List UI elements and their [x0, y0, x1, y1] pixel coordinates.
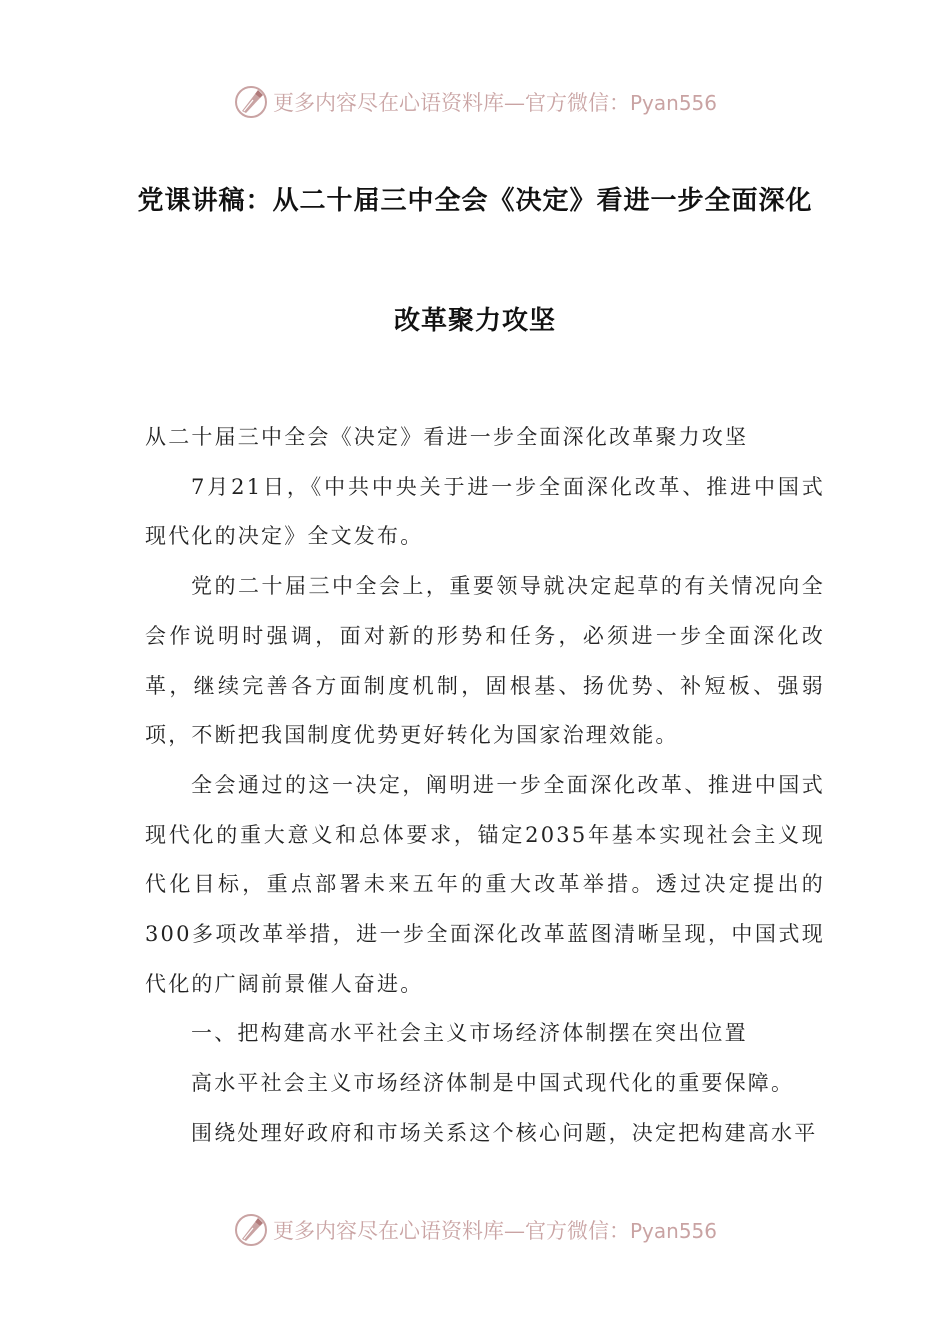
body-paragraph: 围绕处理好政府和市场关系这个核心问题，决定把构建高水平: [191, 1120, 818, 1145]
document-body: [145, 413, 825, 1159]
pen-nib-icon: [233, 84, 269, 120]
watermark-handle: Pyan556: [629, 91, 717, 115]
pen-nib-icon: [233, 1212, 269, 1248]
document-title-line-1: 党课讲稿：从二十届三中全会《决定》看进一步全面深化: [137, 186, 813, 216]
body-paragraph: 全会通过的这一决定，阐明进一步全面深化改革、推进中国式现代化的重大意义和总体要求，锚定2035年基本实现社会主义现代化目标，重点部署未来五年的重大改革举措。透过决定提出的300多项改革举措，进一步全面深化改革蓝图清晰呈现，中国式现代化的广阔前景催人奋进。: [145, 772, 825, 996]
header-watermark: [0, 82, 950, 122]
section-heading: 一、把构建高水平社会主义市场经济体制摆在突出位置: [191, 1021, 748, 1046]
footer-watermark: [0, 1210, 950, 1250]
body-paragraph: 7月21日，《中共中央关于进一步全面深化改革、推进中国式现代化的决定》全文发布。: [145, 474, 825, 549]
body-paragraph: 党的二十届三中全会上，重要领导就决定起草的有关情况向全会作说明时强调，面对新的形势和任务，必须进一步全面深化改革，继续完善各方面制度机制，固根基、扬优势、补短板、强弱项，不断把我国制度优势更好转化为国家治理效能。: [145, 574, 825, 748]
body-paragraph: 高水平社会主义市场经济体制是中国式现代化的重要保障。: [191, 1071, 795, 1096]
subtitle-paragraph: 从二十届三中全会《决定》看进一步全面深化改革聚力攻坚: [145, 425, 749, 449]
watermark-text: 更多内容尽在心语资料库—官方微信：Pyan556: [272, 91, 717, 115]
document-title-line-2: 改革聚力攻坚: [393, 306, 556, 336]
watermark-text: 更多内容尽在心语资料库—官方微信：Pyan556: [272, 1219, 717, 1243]
watermark-handle: Pyan556: [629, 1219, 717, 1243]
